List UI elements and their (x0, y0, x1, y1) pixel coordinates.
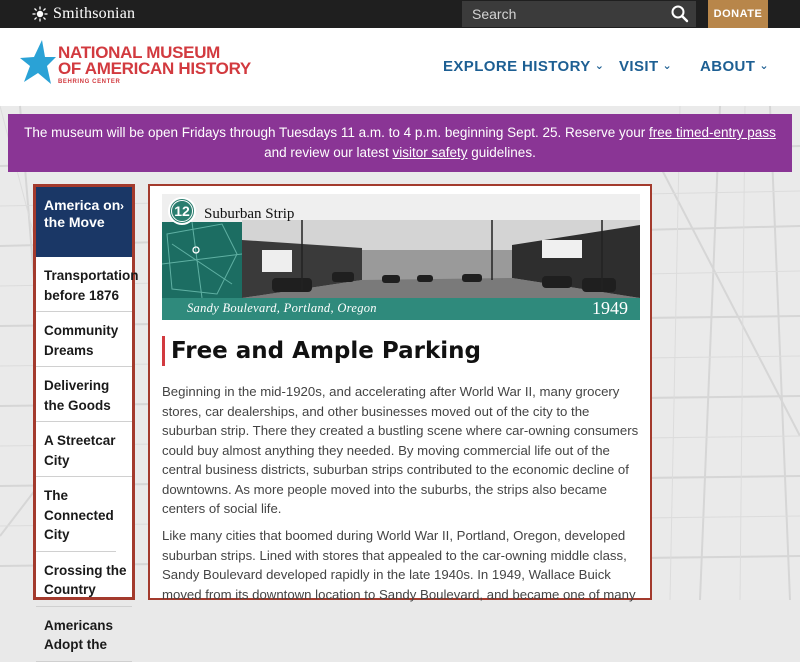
smithsonian-logo[interactable] (32, 5, 135, 23)
donate-button[interactable]: DONATE (708, 0, 768, 28)
street-photo (242, 220, 640, 298)
sidebar-item-streetcar-city[interactable]: A Streetcar City (36, 422, 132, 477)
nmah-logo[interactable] (20, 40, 251, 86)
alert-text-2: and review our latest (264, 145, 393, 160)
sidebar-heading-label: America on the Move (44, 197, 121, 230)
nav-explore-history[interactable] (443, 58, 604, 75)
sidebar-item-connected-city[interactable]: The Connected City (36, 477, 116, 552)
alert-text-1: The museum will be open Fridays through Tuesdays 11 a.m. to 4 p.m. beginning Sept. 25. Reserve your (24, 125, 650, 140)
chevron-down-icon: ⌄ (662, 60, 673, 72)
nav-about[interactable] (700, 58, 769, 75)
alert-banner (8, 114, 792, 172)
logo-line-2: OF AMERICAN HISTORY (58, 59, 251, 78)
sidebar-item-delivering-goods[interactable]: Delivering the Goods (36, 367, 132, 422)
search-icon[interactable] (670, 4, 690, 24)
smithsonian-sun-icon (32, 6, 48, 22)
smithsonian-topbar (0, 0, 800, 28)
hero-title: Suburban Strip (204, 206, 295, 222)
visitor-safety-link[interactable]: visitor safety (392, 145, 468, 160)
exhibit-sidebar (33, 184, 139, 652)
hero-banner (162, 194, 640, 320)
nav-label: VISIT (619, 58, 659, 75)
sidebar-item-community-dreams[interactable]: Community Dreams (36, 312, 132, 367)
sidebar-heading[interactable] (36, 187, 132, 257)
page-title: Free and Ample Parking (162, 336, 481, 366)
chevron-down-icon: ⌄ (594, 60, 605, 72)
logo-subtitle: BEHRING CENTER (58, 79, 121, 85)
search-bar (462, 1, 696, 27)
smithsonian-brand-text: Smithsonian (53, 5, 136, 22)
sidebar-item-transportation[interactable]: Transportation before 1876 (36, 257, 132, 312)
logo-text (58, 45, 251, 86)
sidebar-item-americans-adopt[interactable]: Americans Adopt the (36, 607, 132, 662)
alert-text-3: guidelines. (467, 145, 536, 160)
nav-label: EXPLORE HISTORY (443, 58, 591, 75)
search-input[interactable] (472, 6, 662, 22)
paragraph-1: Beginning in the mid-1920s, and accelerating after World War II, many grocery stores, car dealerships, and other businesses moved out of the city to the suburban strip. There they created a bustling scene where car-owning consumers could buy almost anything they needed. By moving commercial life out of the central business districts, suburban strips contributed to the economic decline of downtowns. As more people moved into the suburbs, the strips also became centers of social life. (162, 384, 639, 516)
paragraph-2: Like many cities that boomed during World War II, Portland, Oregon, developed suburban strips. Lined with stores that appealed to the car-owning middle class, Sandy Boulevard developed rapidly in the late 1940s. In 1949, Wallace Buick moved from its downtown location to Sandy Boulevard, and became one of many (162, 528, 636, 602)
nav-label: ABOUT (700, 58, 756, 75)
nav-visit[interactable] (619, 58, 672, 75)
sidebar-item-crossing-country[interactable]: Crossing the Country (36, 552, 132, 607)
logo-line-1: NATIONAL MUSEUM (58, 43, 221, 62)
stop-number: 12 (171, 200, 193, 222)
timed-entry-pass-link[interactable]: free timed-entry pass (649, 125, 776, 140)
hero-photo (242, 220, 640, 298)
chevron-right-icon: › (120, 199, 124, 213)
chevron-down-icon: ⌄ (759, 60, 769, 72)
main-content (148, 184, 652, 600)
hero-year: 1949 (592, 298, 628, 318)
star-icon (20, 40, 56, 86)
hero-caption: Sandy Boulevard, Portland, Oregon (187, 301, 377, 315)
stop-number-badge (168, 197, 196, 225)
site-header (0, 28, 800, 106)
